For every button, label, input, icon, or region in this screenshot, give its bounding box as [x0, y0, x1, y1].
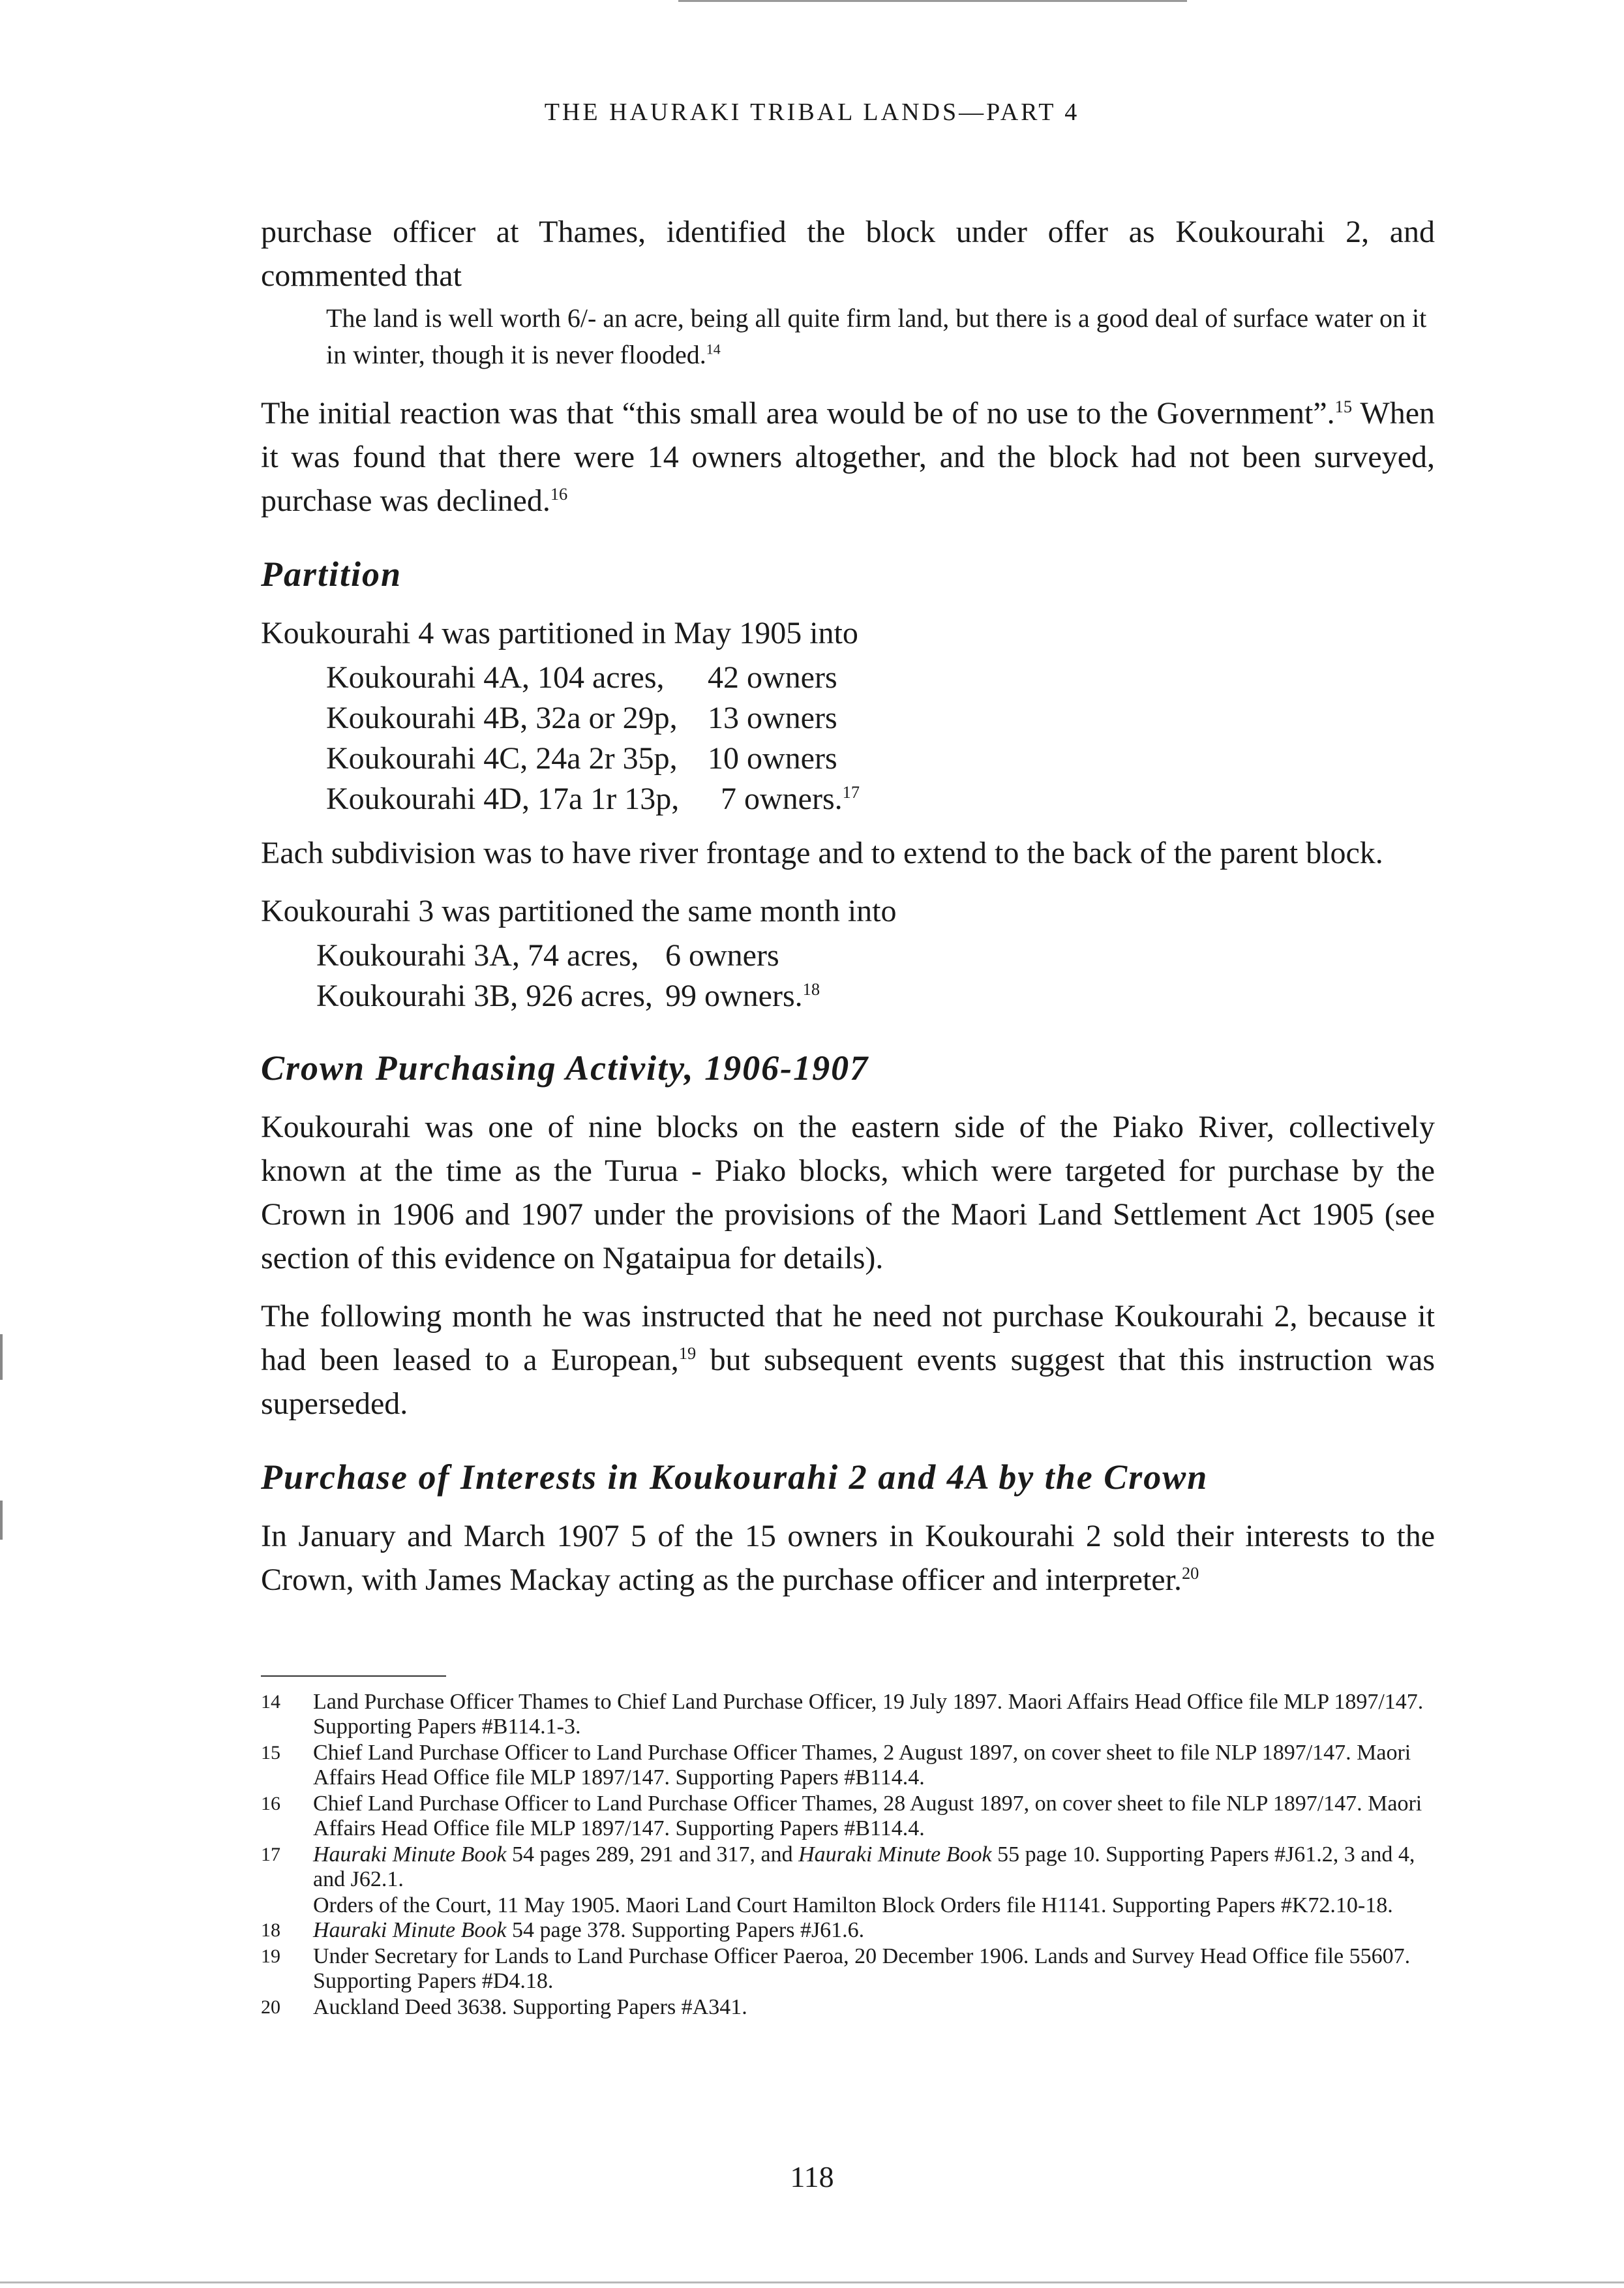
paragraph	[261, 1514, 1435, 1602]
footnote-text: Land Purchase Officer Thames to Chief Land Purchase Officer, 19 July 1897. Maori Affairs Head Office file MLP 1897/147. Supporting Papers #B114.1-3.	[313, 1690, 1424, 1739]
paragraph-text: Each subdivision was to have river frontage and to extend to the back of the parent block.	[261, 836, 1383, 870]
footnote	[261, 1741, 1435, 1790]
footnote-text: Chief Land Purchase Officer to Land Purchase Officer Thames, 2 August 1897, on cover sheet to file NLP 1897/147. Maori Affairs Head Office file MLP 1897/147. Supporting Papers #B114.4.	[313, 1741, 1411, 1790]
footnotes	[261, 1675, 1435, 2021]
list-item	[326, 698, 1435, 739]
footnote-text-part: 54 pages 289, 291 and 317, and	[506, 1842, 799, 1867]
list-item	[326, 779, 1435, 819]
footnote-number: 18	[261, 1919, 280, 1941]
section-heading-partition: Partition	[261, 555, 402, 594]
block-label: Koukourahi 3B, 926 acres,	[316, 979, 653, 1013]
footnote-ref[interactable]: 20	[1181, 1563, 1199, 1583]
book-title: Hauraki Minute Book	[313, 1918, 507, 1942]
owners-count	[665, 976, 820, 1016]
page-number: 118	[790, 2160, 834, 2193]
footnote-number: 14	[261, 1691, 280, 1713]
footnote	[261, 1995, 1435, 2020]
margin-mark	[0, 1501, 3, 1540]
paragraph	[261, 611, 1435, 655]
footnote-ref[interactable]: 17	[842, 782, 860, 802]
footnote-ref[interactable]: 16	[550, 484, 568, 504]
footnote-number: 20	[261, 1996, 280, 2018]
owners-count: 13 owners	[708, 701, 837, 735]
owners-count: 42 owners	[708, 660, 837, 695]
footnote	[261, 1842, 1435, 1892]
block-label: Koukourahi 3A, 74 acres,	[316, 938, 639, 973]
footnote-ref[interactable]: 14	[706, 341, 721, 358]
owners-text: 7 owners.	[721, 782, 843, 816]
paragraph-text: but subsequent events suggest that this instruction was superseded.	[261, 1343, 1435, 1421]
footnote-number: 16	[261, 1793, 280, 1814]
paragraph	[261, 889, 1435, 933]
footnote-ref[interactable]: 18	[802, 979, 820, 999]
footnote-text: Chief Land Purchase Officer to Land Purchase Officer Thames, 28 August 1897, on cover sheet to file NLP 1897/147. Maori Affairs Head Office file MLP 1897/147. Supporting Papers #B114.4.	[313, 1792, 1422, 1840]
list-item	[316, 976, 1435, 1016]
paragraph-text: Koukourahi was one of nine blocks on the eastern side of the Piako River, collectively known at the time as the Turua - Piako blocks, which were targeted for purchase by the Crown in 1906 and 1907 under the provisions of the Maori Land Settlement Act 1905 (see section of this evidence on Ngataipua for details).	[261, 1110, 1435, 1275]
footnote	[261, 1944, 1435, 1994]
footnote-number: 17	[261, 1844, 280, 1865]
paragraph-text: Koukourahi 4 was partitioned in May 1905 into	[261, 616, 858, 650]
book-title: Hauraki Minute Book	[798, 1842, 992, 1867]
paragraph-text: Koukourahi 3 was partitioned the same month into	[261, 894, 897, 928]
owners-text: 99 owners.	[665, 979, 803, 1013]
paragraph	[261, 210, 1435, 297]
footnote	[261, 1690, 1435, 1739]
list-item	[326, 658, 1435, 698]
section-heading-purchase-interests: Purchase of Interests in Koukourahi 2 and 4A by the Crown	[261, 1457, 1209, 1497]
quote-text: The land is well worth 6/- an acre, being all quite firm land, but there is a good deal of surface water on it in winter, though it is never flooded.	[326, 303, 1427, 369]
paragraph-text: When it was found that there were 14 owners altogether, and the block had not been surveyed, purchase was declined.	[261, 396, 1435, 518]
footnote-ref[interactable]: 19	[678, 1343, 697, 1363]
block-quote	[326, 300, 1435, 373]
top-rule	[678, 0, 1187, 2]
owners-count: 10 owners	[708, 741, 837, 776]
footnote	[261, 1918, 1435, 1943]
footnote-text: Auckland Deed 3638. Supporting Papers #A341.	[313, 1995, 747, 2019]
footnote-text-part: 55 page 10. Supporting Papers #J61.2, 3 and 4, and J62.1.	[313, 1842, 1415, 1891]
paragraph	[261, 391, 1435, 523]
paragraph-text: purchase officer at Thames, identified the block under offer as Koukourahi 2, and commented that	[261, 215, 1435, 293]
paragraph-text: The following month he was instructed that he need not purchase Koukourahi 2, because it had been leased to a European,	[261, 1299, 1435, 1377]
margin-mark	[0, 1334, 3, 1380]
footnote-rule	[261, 1675, 446, 1677]
block-label: Koukourahi 4B, 32a or 29p,	[326, 701, 678, 735]
partition-list-4	[326, 658, 1435, 819]
footnote-continuation: Orders of the Court, 11 May 1905. Maori Land Court Hamilton Block Orders file H1141. Supporting Papers #K72.10-18.	[313, 1893, 1393, 1917]
footnote-ref[interactable]: 15	[1334, 397, 1353, 416]
partition-list-3	[316, 936, 1435, 1016]
main-text	[261, 210, 1435, 1616]
book-title: Hauraki Minute Book	[313, 1842, 507, 1867]
block-label: Koukourahi 4D, 17a 1r 13p,	[326, 782, 680, 816]
block-label: Koukourahi 4C, 24a 2r 35p,	[326, 741, 678, 776]
bottom-rule	[0, 2281, 1624, 2283]
list-item	[326, 739, 1435, 779]
footnote	[261, 1792, 1435, 1841]
footnote-number: 19	[261, 1945, 280, 1967]
owners-count: 6 owners	[665, 938, 779, 973]
footnote-text	[313, 1842, 1435, 1892]
paragraph	[261, 1294, 1435, 1426]
footnote-text: Under Secretary for Lands to Land Purchase Officer Paeroa, 20 December 1906. Lands and Survey Head Office file 55607. Supporting Papers #D4.18.	[313, 1944, 1411, 1993]
owners-count	[708, 779, 860, 819]
block-label: Koukourahi 4A, 104 acres,	[326, 660, 665, 695]
footnote-number: 15	[261, 1742, 280, 1763]
footnote-text-part: 54 page 378. Supporting Papers #J61.6.	[506, 1918, 865, 1942]
list-item	[316, 936, 1435, 976]
footnote-text	[313, 1918, 1435, 1943]
paragraph-text: The initial reaction was that “this small area would be of no use to the Government”.	[261, 396, 1335, 431]
paragraph	[261, 1105, 1435, 1280]
paragraph	[261, 831, 1435, 875]
running-head: THE HAURAKI TRIBAL LANDS—PART 4	[544, 99, 1080, 126]
paragraph-text: In January and March 1907 5 of the 15 owners in Koukourahi 2 sold their interests to the Crown, with James Mackay acting as the purchase officer and interpreter.	[261, 1519, 1435, 1597]
section-heading-crown-purchasing: Crown Purchasing Activity, 1906-1907	[261, 1048, 869, 1088]
